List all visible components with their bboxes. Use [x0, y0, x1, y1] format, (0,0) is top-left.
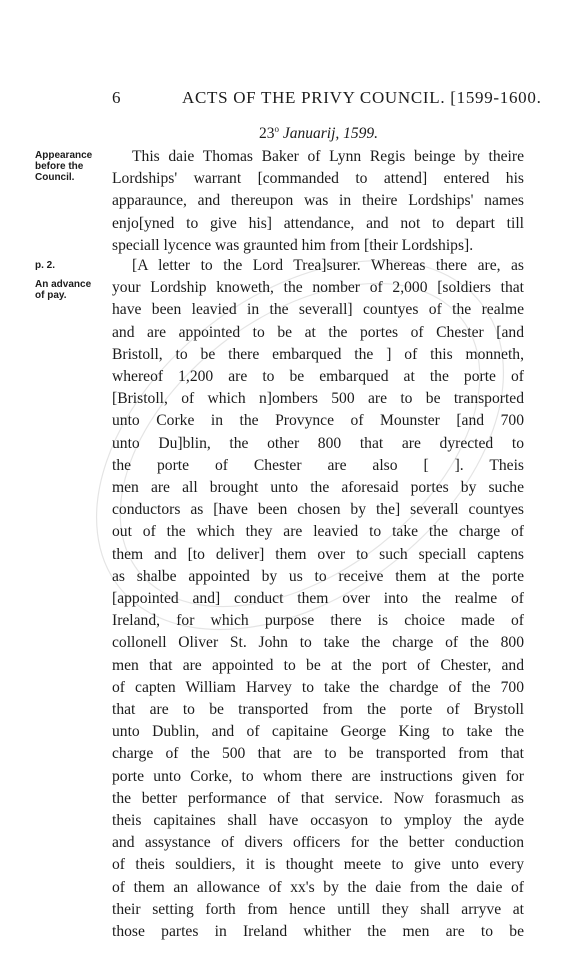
margin-note-line: Council. [35, 172, 75, 183]
text-line: out of the which they are leavied to take the charge of [112, 523, 524, 541]
text-line: unto Dublin, and of capitaine George King to take the [112, 723, 524, 741]
text-line: speciall lycence was graunted him from [their Lordships]. [112, 236, 474, 254]
date-month-year: Januarij, 1599. [282, 125, 379, 143]
text-line: their setting forth from hence untill they shall arryve at [112, 900, 524, 918]
text-line: those partes in Ireland whither the men are to be [112, 923, 524, 941]
text-line: have been leavied in the severall] countyes of the realme [112, 301, 524, 319]
text-line: [A letter to the Lord Trea]surer. Whereas there are, as [132, 257, 524, 274]
text-line: of theis souldiers, it is thought meete to give unto every [112, 856, 524, 874]
text-line: your Lordship knoweth, the nomber of 2,000 [soldiers that [112, 279, 524, 297]
text-line: porte unto Corke, to whom there are instructions given for [112, 767, 524, 785]
date-day: 23 [259, 125, 275, 143]
text-line: as shalbe appointed by us to receive them at the porte [112, 567, 524, 585]
entry-date [259, 124, 378, 143]
text-line: and are appointed to be at the portes of Chester [and [112, 323, 524, 341]
text-line: apparaunce, and thereupon was in theire Lordships' names [112, 192, 524, 210]
text-line: whereof 1,200 are to be embarqued at the porte of [112, 368, 524, 386]
text-line: Lordships' warrant [commanded to attend] entered his [112, 170, 524, 188]
margin-note-line: Appearance [35, 150, 93, 161]
paragraph-letter [112, 255, 524, 943]
paragraph-appearance [112, 146, 524, 257]
text-line: unto Corke in the Provynce of Mounster [and 700 [112, 412, 524, 430]
text-line: [Bristoll, of which n]ombers 500 are to be transported [112, 390, 524, 408]
text-line: men are all brought unto the aforesaid portes by suche [112, 479, 524, 497]
text-line: Ireland, for which purpose there is choice made of [112, 612, 524, 630]
text-line: [appointed and] conduct them over into the realme of [112, 590, 524, 608]
page-number: 6 [112, 88, 121, 107]
margin-note-page-ref: p. 2. [35, 260, 56, 271]
text-line: enjo[yned to give his] attendance, and not to depart till [112, 214, 524, 232]
text-line: collonell Oliver St. John to take the charge of the 800 [112, 634, 524, 652]
text-line: conductors as [have been chosen by the] severall countyes [112, 501, 524, 519]
text-line: of capten William Harvey to take the chardge of the 700 [112, 678, 524, 696]
date-ordinal: o [274, 124, 279, 134]
text-line: This daie Thomas Baker of Lynn Regis beinge by theire [132, 148, 524, 165]
text-line: Bristoll, to be there embarqued the ] of this monneth, [112, 345, 524, 363]
text-line: of them an allowance of xx's by the daie from the daie of [112, 878, 524, 896]
margin-note-line: of pay. [35, 290, 67, 301]
text-line: that are to be transported from the porte of Brystoll [112, 701, 524, 719]
text-line: unto Du]blin, the other 800 that are dyrected to [112, 434, 524, 452]
text-line: the better performance of that service. Now forasmuch as [112, 789, 524, 807]
text-line: them and [to deliver] them over to such speciall captens [112, 545, 524, 563]
margin-note-advance [35, 279, 91, 301]
text-line: men that are appointed to be at the port of Chester, and [112, 656, 524, 674]
running-title: ACTS OF THE PRIVY COUNCIL. [1599-1600. [182, 88, 542, 107]
text-line: the porte of Chester are also [ ]. Theis [112, 456, 524, 474]
text-line: and assystance of divers officers for the better conduction [112, 834, 524, 852]
text-line: theis capitaines shall have occasyon to ymploy the ayde [112, 812, 524, 830]
text-line: charge of the 500 that are to be transported from that [112, 745, 524, 763]
margin-note-appearance [35, 150, 92, 183]
margin-note-line: An advance [35, 279, 92, 290]
margin-note-line: before the [35, 161, 84, 172]
